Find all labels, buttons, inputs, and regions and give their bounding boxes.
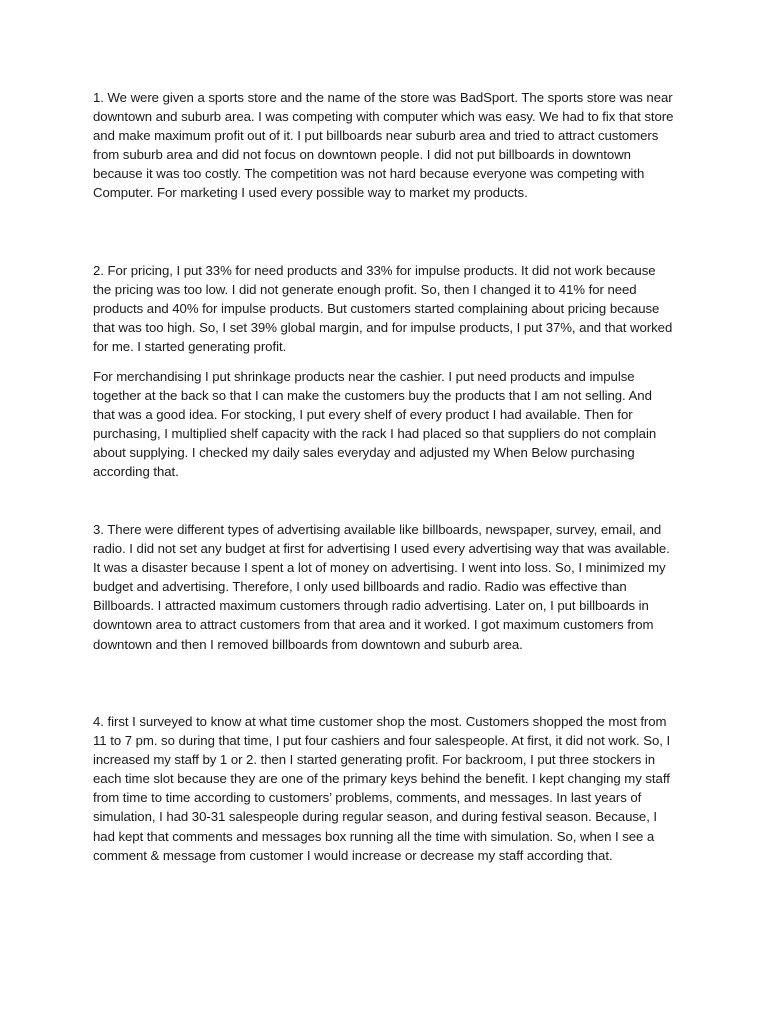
paragraph-3-advertising: 3. There were different types of advertising available like billboards, newspaper, survey, email, and radio. I did not set any budget at first for advertising I used every advertising way that was available. It was a disaster because I spent a lot of money on advertising. I went into loss. So, I minimized my budget and advertising. Therefore, I only used billboards and radio. Radio was effective than Billboards. I attracted maximum customers through radio advertising. Later on, I put billboards in downtown area to attract customers from that area and it worked. I got maximum customers from downtown and then I removed billboards from downtown and suburb area.	[93, 522, 670, 652]
paragraph-merchandising: For merchandising I put shrinkage products near the cashier. I put need products and impulse together at the back so that I can make the customers buy the products that I am not selling. And that was a good idea. For stocking, I put every shelf of every product I had available. Then for purchasing, I multiplied shelf capacity with the rack I had placed so that suppliers do not complain about supplying. I checked my daily sales everyday and adjusted my When Below purchasing according that.	[93, 369, 657, 480]
paragraph-4-staffing: 4. first I surveyed to know at what time customer shop the most. Customers shopped the most from 11 to 7 pm. so during that time, I put four cashiers and four salespeople. At first, it did not work. So, I increased my staff by 1 or 2. then I started generating profit. For backroom, I put three stockers in each time slot because they are one of the primary keys behind the benefit. I kept changing my staff from time to time according to customers’ problems, comments, and messages. In last years of simulation, I had 30-31 salespeople during regular season, and during festival season. Because, I had kept that comments and messages box running all the time with simulation. So, when I see a comment & message from customer I would increase or decrease my staff according that.	[93, 714, 671, 863]
paragraph-1-store-overview: 1. We were given a sports store and the name of the store was BadSport. The sports store was near downtown and suburb area. I was competing with computer which was easy. We had to fix that store and make maximum profit out of it. I put billboards near suburb area and tried to attract customers from suburb area and did not focus on downtown people. I did not put billboards in downtown because it was too costly. The competition was not hard because everyone was competing with Computer. For marketing I used every possible way to market my products.	[93, 90, 674, 201]
paragraph-2-pricing: 2. For pricing, I put 33% for need products and 33% for impulse products. It did not work because the pricing was too low. I did not generate enough profit. So, then I changed it to 41% for need products and 40% for impulse products. But customers started complaining about pricing because that was too high. So, I set 39% global margin, and for impulse products, I put 37%, and that worked for me. I started generating profit.	[93, 263, 673, 355]
